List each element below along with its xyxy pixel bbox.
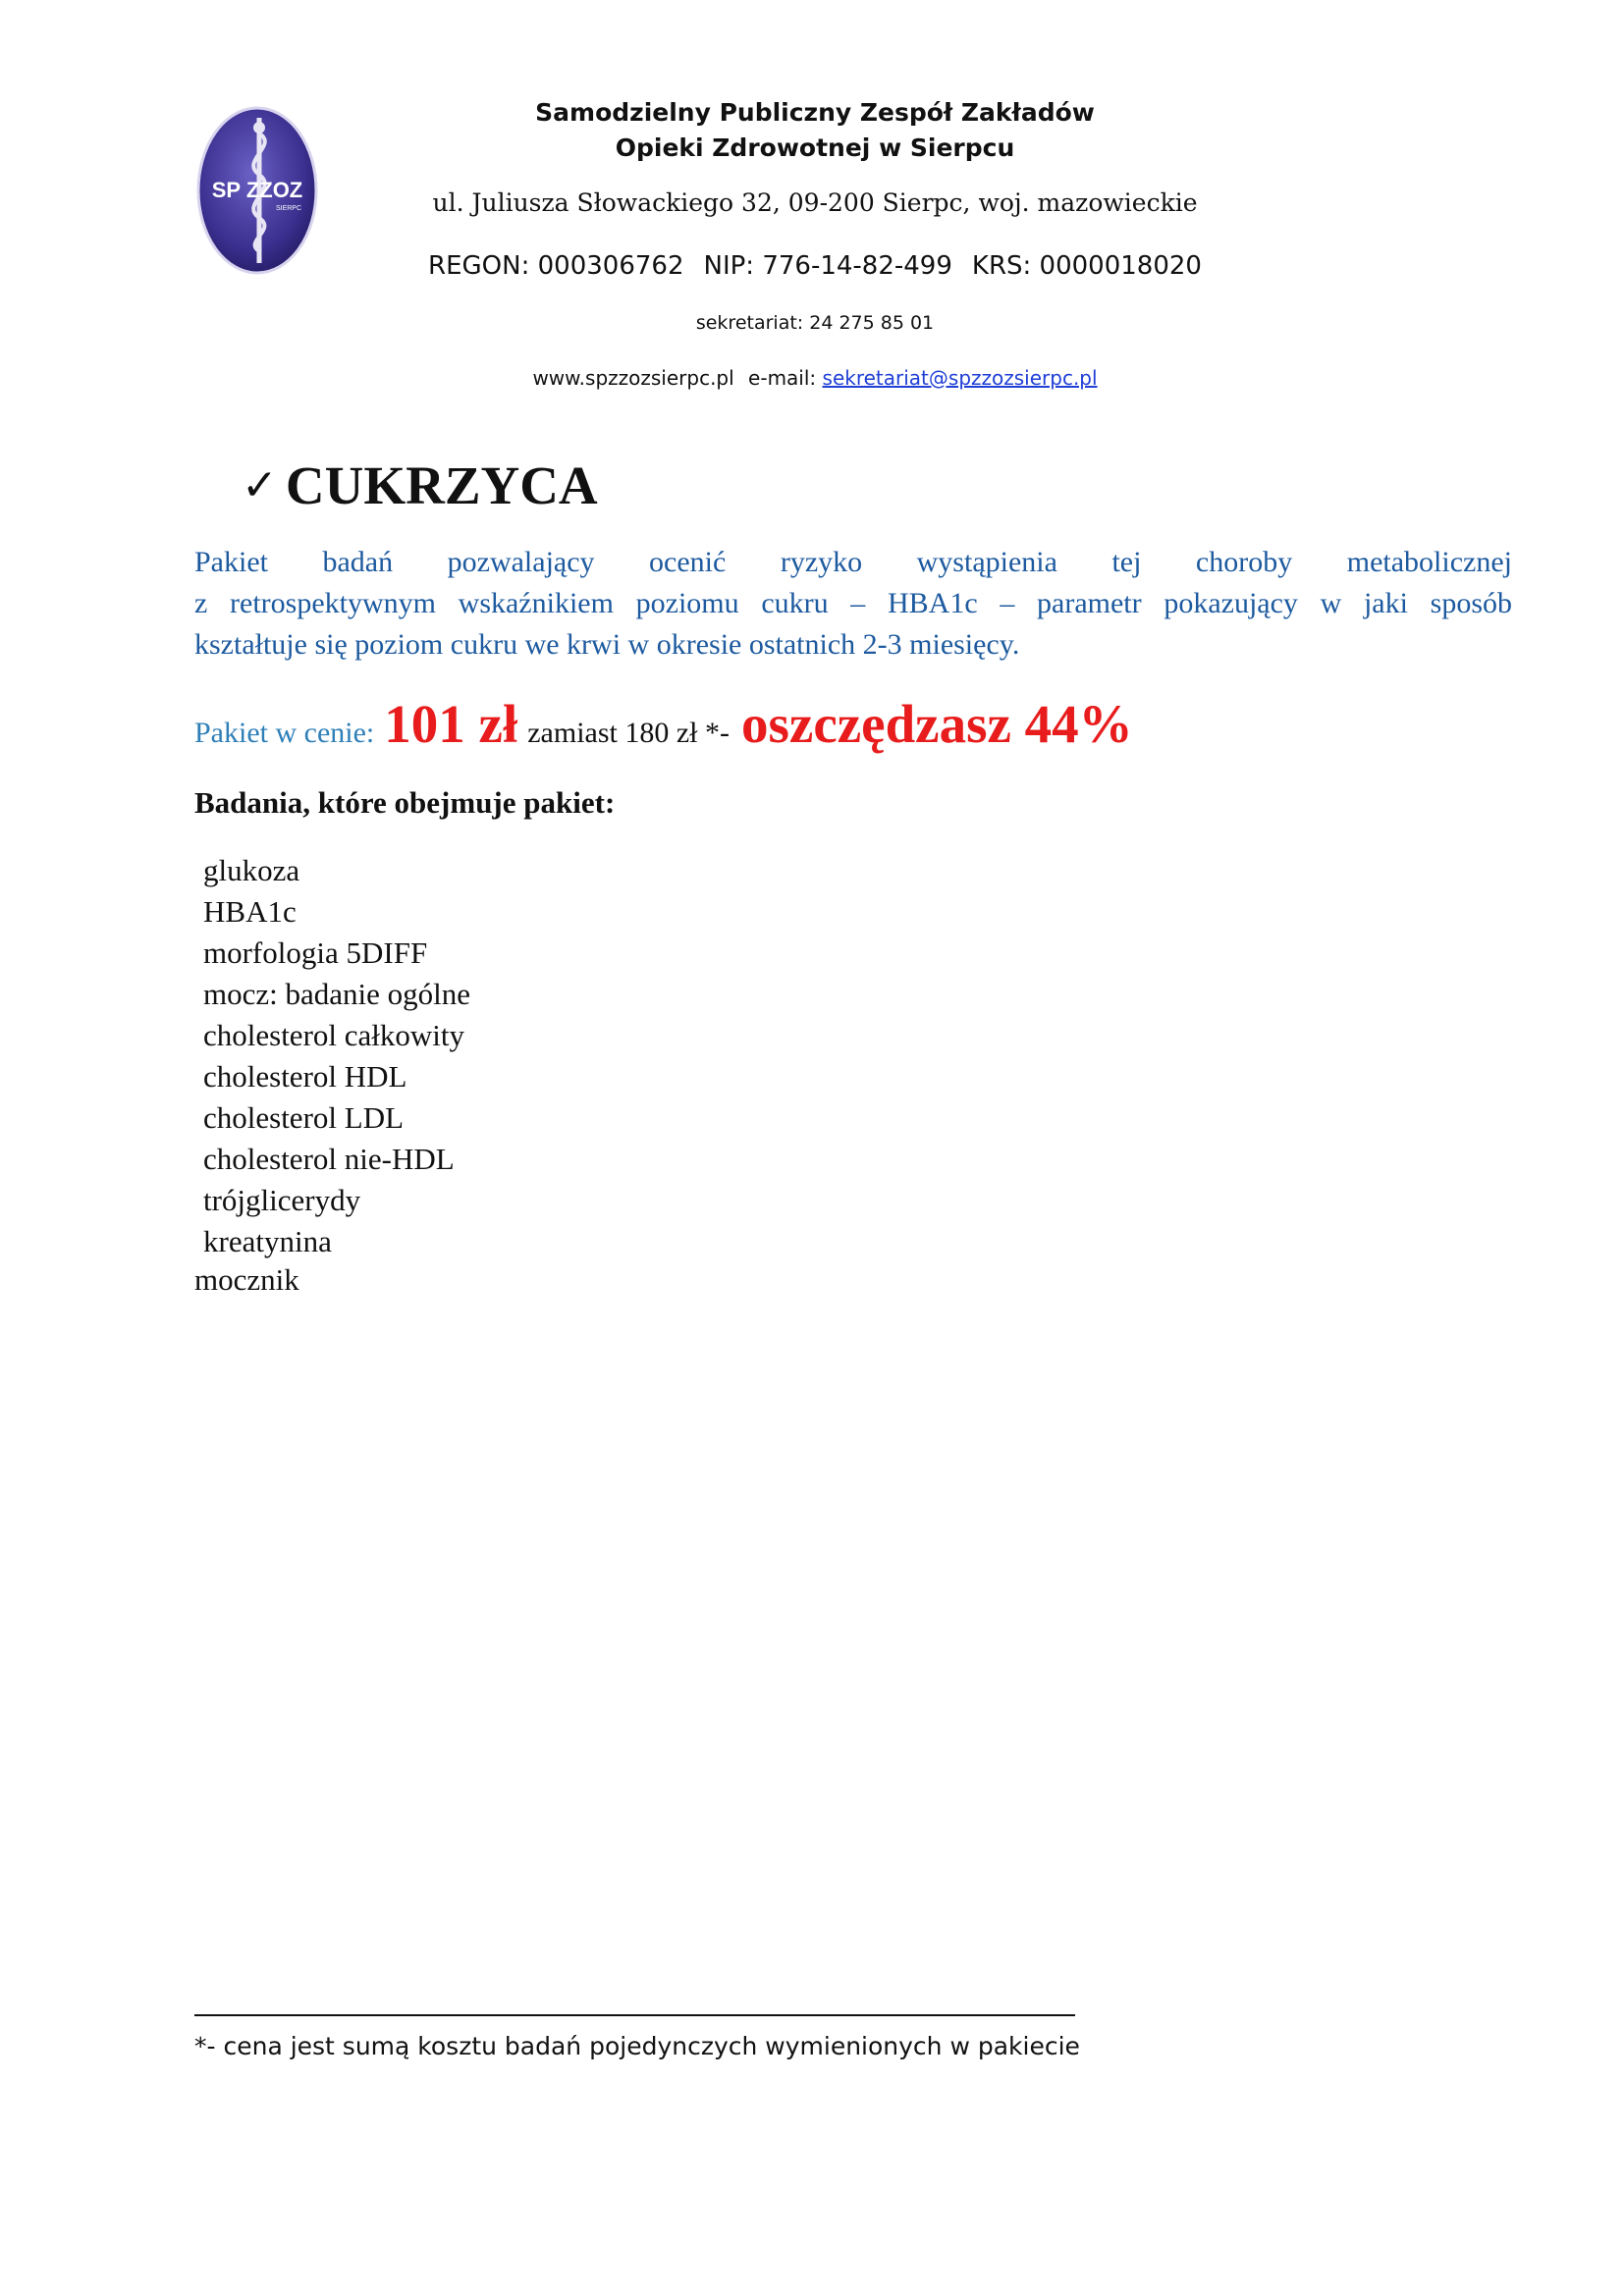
logo-text: SP ZZOZ: [211, 178, 303, 202]
package-description: [194, 542, 1512, 666]
list-item: cholesterol LDL: [203, 1100, 405, 1135]
footnote-text: *- cena jest sumą kosztu badań pojedynczych wymienionych w pakiecie: [194, 2032, 1080, 2060]
list-item: cholesterol HDL: [203, 1059, 407, 1094]
list-item: mocznik: [194, 1262, 299, 1297]
list-item: mocz: badanie ogólne: [203, 977, 471, 1011]
org-contact: [373, 366, 1257, 390]
footnote-divider: [194, 2014, 1075, 2016]
list-item: HBA1c: [203, 894, 297, 929]
regon: REGON: 000306762: [428, 251, 684, 281]
price-row: [194, 695, 1133, 768]
org-name-line2: Opieki Zdrowotnej w Sierpcu: [615, 133, 1015, 162]
section-title: CUKRZYCA: [285, 455, 598, 515]
description-line: Pakiet badań pozwalający ocenić ryzyko wystąpienia tej choroby metabolicznej: [194, 546, 1512, 578]
savings-text: oszczędzasz 44%: [741, 694, 1133, 754]
email-label: e-mail:: [748, 366, 817, 390]
tests-heading: Badania, które obejmuje pakiet:: [194, 785, 616, 820]
tests-list: [194, 850, 470, 1298]
description-line: z retrospektywnym wskaźnikiem poziomu cukru – HBA1c – parametr pokazujący w jaki sposób: [194, 587, 1512, 619]
nip: NIP: 776-14-82-499: [703, 251, 952, 281]
org-address: ul. Juliusza Słowackiego 32, 09-200 Sierpc, woj. mazowieckie: [432, 188, 1198, 217]
org-registration: [373, 251, 1257, 281]
list-item: trójglicerydy: [203, 1183, 361, 1217]
org-phone: sekretariat: 24 275 85 01: [695, 312, 935, 334]
logo-subtext: SIERPC: [275, 205, 302, 212]
website-text: www.spzzozsierpc.pl: [532, 366, 734, 390]
description-line: kształtuje się poziom cukru we krwi w okresie ostatnich 2-3 miesięcy.: [194, 628, 1020, 661]
list-item: glukoza: [203, 853, 300, 887]
list-item: cholesterol nie-HDL: [203, 1142, 455, 1176]
list-item: kreatynina: [203, 1224, 332, 1258]
price-value: 101 zł: [384, 694, 518, 754]
krs: KRS: 0000018020: [971, 251, 1202, 281]
price-label: Pakiet w cenie:: [194, 717, 375, 749]
section-title-row: [242, 454, 598, 516]
list-item: morfologia 5DIFF: [203, 935, 428, 970]
email-link[interactable]: sekretariat@spzzozsierpc.pl: [822, 366, 1098, 390]
price-old: zamiast 180 zł *-: [527, 717, 731, 749]
org-name-line1: Samodzielny Publiczny Zespół Zakładów: [535, 98, 1095, 127]
checkmark-icon: ✓: [242, 460, 278, 510]
spzzoz-logo: [194, 104, 320, 277]
list-item: cholesterol całkowity: [203, 1018, 464, 1052]
